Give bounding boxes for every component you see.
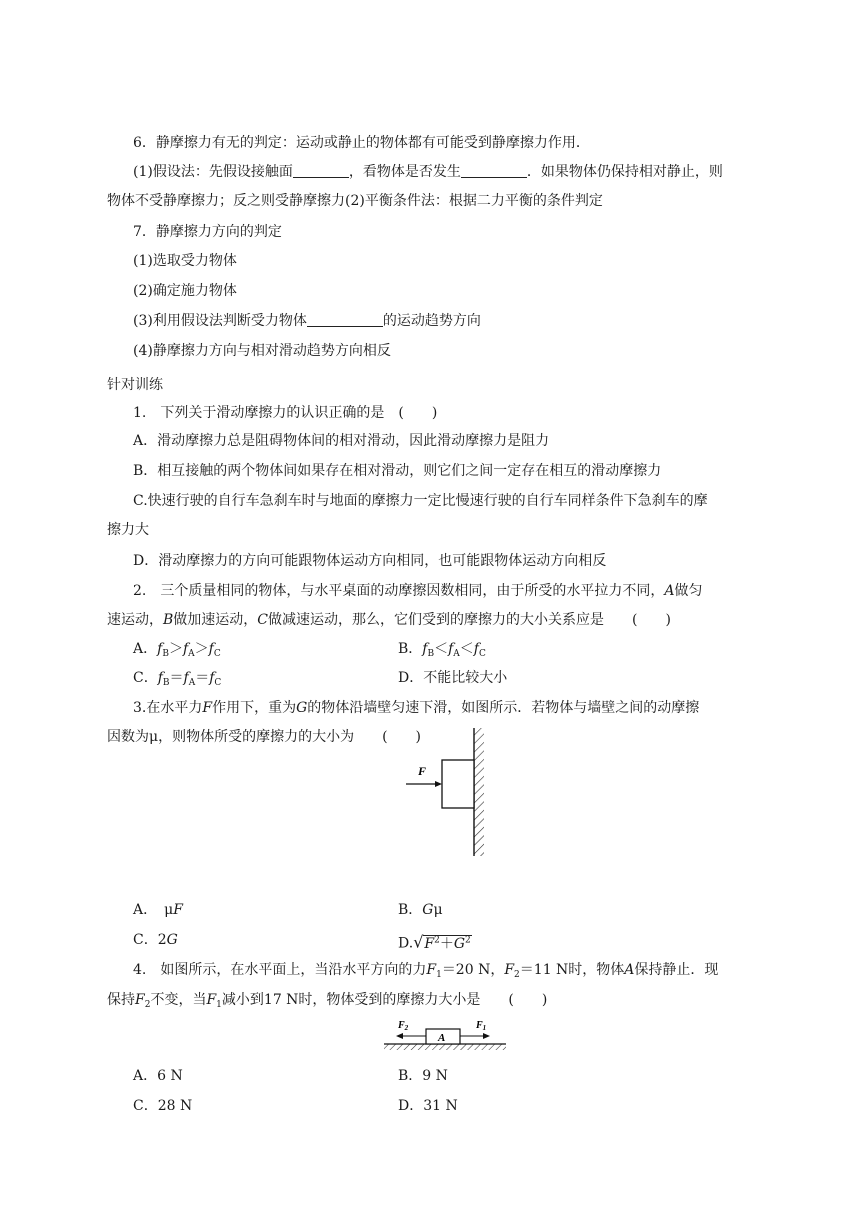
q4-stem-text-2a: 保持 <box>107 992 135 1008</box>
fill-blank-3[interactable] <box>307 312 383 327</box>
step1-text: (1)选取受力物体 <box>133 253 237 269</box>
q2-option-d[interactable] <box>398 668 507 688</box>
q3-stem-text-1c: 的物体沿墙壁匀速下滑，如图所示．若物体与墙壁之间的动摩擦 <box>307 700 700 716</box>
subscript: C <box>214 678 222 688</box>
q2-stem-line2 <box>107 610 671 630</box>
floor-hatching <box>384 1044 506 1050</box>
q4-option-c[interactable] <box>133 1096 192 1116</box>
f-symbol: f <box>157 641 163 657</box>
q4-option-b-text: B．9 N <box>398 1068 448 1084</box>
f-symbol: f <box>448 641 454 657</box>
q3-stem-text-1a: 3.在水平力 <box>133 700 203 716</box>
subscript: A <box>453 649 460 659</box>
q3-stem-line2 <box>107 727 421 747</box>
force-label-f1: $F_1$ <box>476 1020 487 1032</box>
relation-symbol: ＜ <box>434 641 449 657</box>
f-symbol: f <box>208 641 214 657</box>
block <box>442 760 474 808</box>
q4-stem-text-2b: 不变，当 <box>150 992 207 1008</box>
q2-opt-a-prefix: A． <box>133 641 158 657</box>
subscript: C <box>478 649 486 659</box>
q3-opt-c-prefix: C．2 <box>133 932 167 948</box>
q4-var-f: F <box>206 992 217 1008</box>
f-symbol: f <box>183 670 189 686</box>
q2-opt-c-prefix: C． <box>133 670 158 686</box>
q4-option-a-text: A．6 N <box>133 1068 183 1084</box>
q3-opt-d-prefix: D. <box>398 935 414 952</box>
subscript: B <box>427 649 435 659</box>
training-heading <box>107 375 163 395</box>
q1-option-a-text: A．滑动摩擦力总是阻碍物体间的相对滑动，因此滑动摩擦力是阻力 <box>133 433 550 449</box>
f-symbol: f <box>473 641 479 657</box>
q1-stem-text: 1. 下列关于滑动摩擦力的认识正确的是 ( ) <box>133 405 438 421</box>
q4-stem-text-2c: 减小到17 N时，物体受到的摩擦力大小是 ( ) <box>221 992 548 1008</box>
subscript: A <box>188 649 195 659</box>
step4-line <box>133 341 391 361</box>
step4-text: (4)静摩擦力方向与相对滑动趋势方向相反 <box>133 343 391 359</box>
q1-option-b-text: B．相互接触的两个物体间如果存在相对滑动，则它们之间一定存在相互的滑动摩擦力 <box>133 463 662 479</box>
q4-option-b[interactable] <box>398 1066 448 1086</box>
relation-symbol: ＜ <box>459 641 474 657</box>
q3-option-d[interactable] <box>398 930 472 954</box>
item7-text: 7．静摩擦力方向的判定 <box>133 224 282 240</box>
f-symbol: f <box>209 670 215 686</box>
q1-option-c-text: C.快速行驶的自行车急刹车时与地面的摩擦力一定比慢速行驶的自行车同样条件下急刹车的摩 <box>133 493 708 509</box>
item6-line <box>133 133 590 153</box>
wall-block-diagram <box>400 724 500 864</box>
relation-symbol: ＝ <box>169 670 184 686</box>
q4-var-f: F <box>135 992 145 1008</box>
assume-text-b: ，看物体是否发生 <box>348 164 461 180</box>
q4-stem-text-1a: 4. 如图所示，在水平面上，当沿水平方向的力 <box>133 962 427 978</box>
item6-cont-text: 物体不受静摩擦力；反之则受静摩擦力(2)平衡条件法：根据二力平衡的条件判定 <box>107 193 603 209</box>
force-label-f: F <box>418 764 427 778</box>
training-heading-text: 针对训练 <box>107 377 163 393</box>
q3-opt-a-prefix: A． μ <box>133 902 174 918</box>
subscript: 1 <box>216 1000 222 1010</box>
step3-line <box>133 311 481 331</box>
q3-var-f: F <box>173 902 183 918</box>
q3-var-g: G <box>422 902 434 918</box>
q3-stem-text-2: 因数为μ，则物体所受的摩擦力的大小为 ( ) <box>107 729 422 745</box>
assume-text-a: (1)假设法：先假设接触面 <box>133 164 293 180</box>
fill-blank-1[interactable] <box>293 163 349 178</box>
subscript: 1 <box>436 970 442 980</box>
q4-stem-text-1c: ＝11 N时，物体 <box>519 962 625 978</box>
fill-blank-2[interactable] <box>461 163 527 178</box>
q1-option-c-cont <box>107 520 149 540</box>
block-a-label: A <box>438 1032 446 1044</box>
q4-var-f: F <box>504 962 515 978</box>
subscript: 2 <box>144 1000 151 1010</box>
q2-var-a: A <box>664 583 675 599</box>
subscript: C <box>213 649 221 659</box>
q1-stem <box>133 403 437 423</box>
q4-stem-text-1b: ＝20 N， <box>441 962 505 978</box>
arrow-head <box>435 781 442 787</box>
arrow-head <box>396 1033 403 1039</box>
q2-option-b[interactable] <box>398 639 486 664</box>
step3-text-b: 的运动趋势方向 <box>382 313 481 329</box>
arrow-head <box>483 1033 490 1039</box>
wall-hatching <box>474 728 484 856</box>
step1-line <box>133 251 237 271</box>
subscript: 2 <box>514 970 520 980</box>
q4-option-c-text: C．28 N <box>133 1098 193 1114</box>
q2-stem-line1 <box>133 581 702 601</box>
q2-opt-b-prefix: B． <box>398 641 423 657</box>
q4-stem-line1 <box>133 960 718 985</box>
q2-stem-text-2a: 速运动， <box>107 612 163 628</box>
q1-option-c[interactable] <box>133 491 708 511</box>
item7-line <box>133 222 282 242</box>
q1-option-c-cont-text: 擦力大 <box>107 522 149 538</box>
q1-option-b[interactable] <box>133 461 661 481</box>
step2-line <box>133 281 237 301</box>
assumption-method-line <box>133 162 723 182</box>
relation-symbol: ＞ <box>194 641 209 657</box>
exponent: 2 <box>434 935 440 945</box>
q3-var-f: F <box>424 935 435 952</box>
q3-var-g: G <box>453 935 466 952</box>
q4-stem-text-1d: 保持静止．现 <box>634 962 719 978</box>
q2-option-c[interactable] <box>133 668 221 693</box>
q4-option-d-text: D．31 N <box>398 1098 458 1114</box>
q1-option-d-text: D．滑动摩擦力的方向可能跟物体运动方向相同，也可能跟物体运动方向相反 <box>133 553 607 569</box>
q4-var-f: F <box>426 962 437 978</box>
q4-stem-line2 <box>107 990 547 1015</box>
q3-opt-b-suffix: μ <box>433 902 443 918</box>
q2-stem-text-1b: 做匀 <box>674 583 703 599</box>
f-symbol: f <box>422 641 428 657</box>
subscript: A <box>188 678 196 688</box>
q2-var-b: B <box>163 612 174 628</box>
q1-option-d[interactable] <box>133 551 606 571</box>
sqrt-sign: √ <box>413 932 424 952</box>
q2-stem-text-1: 2. 三个质量相同的物体，与水平桌面的动摩擦因数相同，由于所受的水平拉力不同， <box>133 583 665 599</box>
f-symbol: f <box>157 670 163 686</box>
q3-option-b[interactable] <box>398 900 443 920</box>
relation-symbol: ＞ <box>168 641 183 657</box>
q3-var-f: F <box>202 700 213 716</box>
q2-stem-text-2b: 做加速运动， <box>173 612 258 628</box>
subscript: B <box>162 649 169 659</box>
force-label-f2: $F_2$ <box>398 1020 409 1032</box>
plus-sign: ＋ <box>439 935 454 952</box>
q3-option-a[interactable] <box>133 900 183 920</box>
q2-stem-text-2c: 做减速运动，那么，它们受到的摩擦力的大小关系应是 ( ) <box>268 612 671 628</box>
step2-text: (2)确定施力物体 <box>133 283 237 299</box>
exponent: 2 <box>465 935 471 945</box>
q4-option-a[interactable] <box>133 1066 183 1086</box>
q2-opt-d-text: D．不能比较大小 <box>398 670 508 686</box>
relation-symbol: ＝ <box>195 670 210 686</box>
q4-var-a: A <box>624 962 635 978</box>
wall-block-figure <box>400 724 500 864</box>
item6-cont-line <box>107 191 603 211</box>
f-symbol: f <box>182 641 189 657</box>
q3-stem-line1 <box>133 698 699 718</box>
q3-var-g: G <box>166 932 178 948</box>
q3-var-g: G <box>296 700 308 716</box>
assume-text-c: ．如果物体仍保持相对静止，则 <box>526 164 723 180</box>
subscript: B <box>162 678 170 688</box>
step3-text-a: (3)利用假设法判断受力物体 <box>133 313 307 329</box>
q3-stem-text-1b: 作用下，重为 <box>212 700 297 716</box>
q1-option-a[interactable] <box>133 431 549 451</box>
q3-opt-b-prefix: B． <box>398 902 423 918</box>
sqrt-radicand <box>423 935 471 952</box>
floor-block-diagram <box>380 1017 510 1057</box>
q3-option-c[interactable] <box>133 930 178 950</box>
q2-option-a[interactable] <box>133 639 221 664</box>
floor-block-figure <box>380 1017 510 1057</box>
q2-var-c: C <box>257 612 269 628</box>
item6-text: 6．静摩擦力有无的判定：运动或静止的物体都有可能受到静摩擦力作用． <box>133 135 590 151</box>
q4-option-d[interactable] <box>398 1096 458 1116</box>
